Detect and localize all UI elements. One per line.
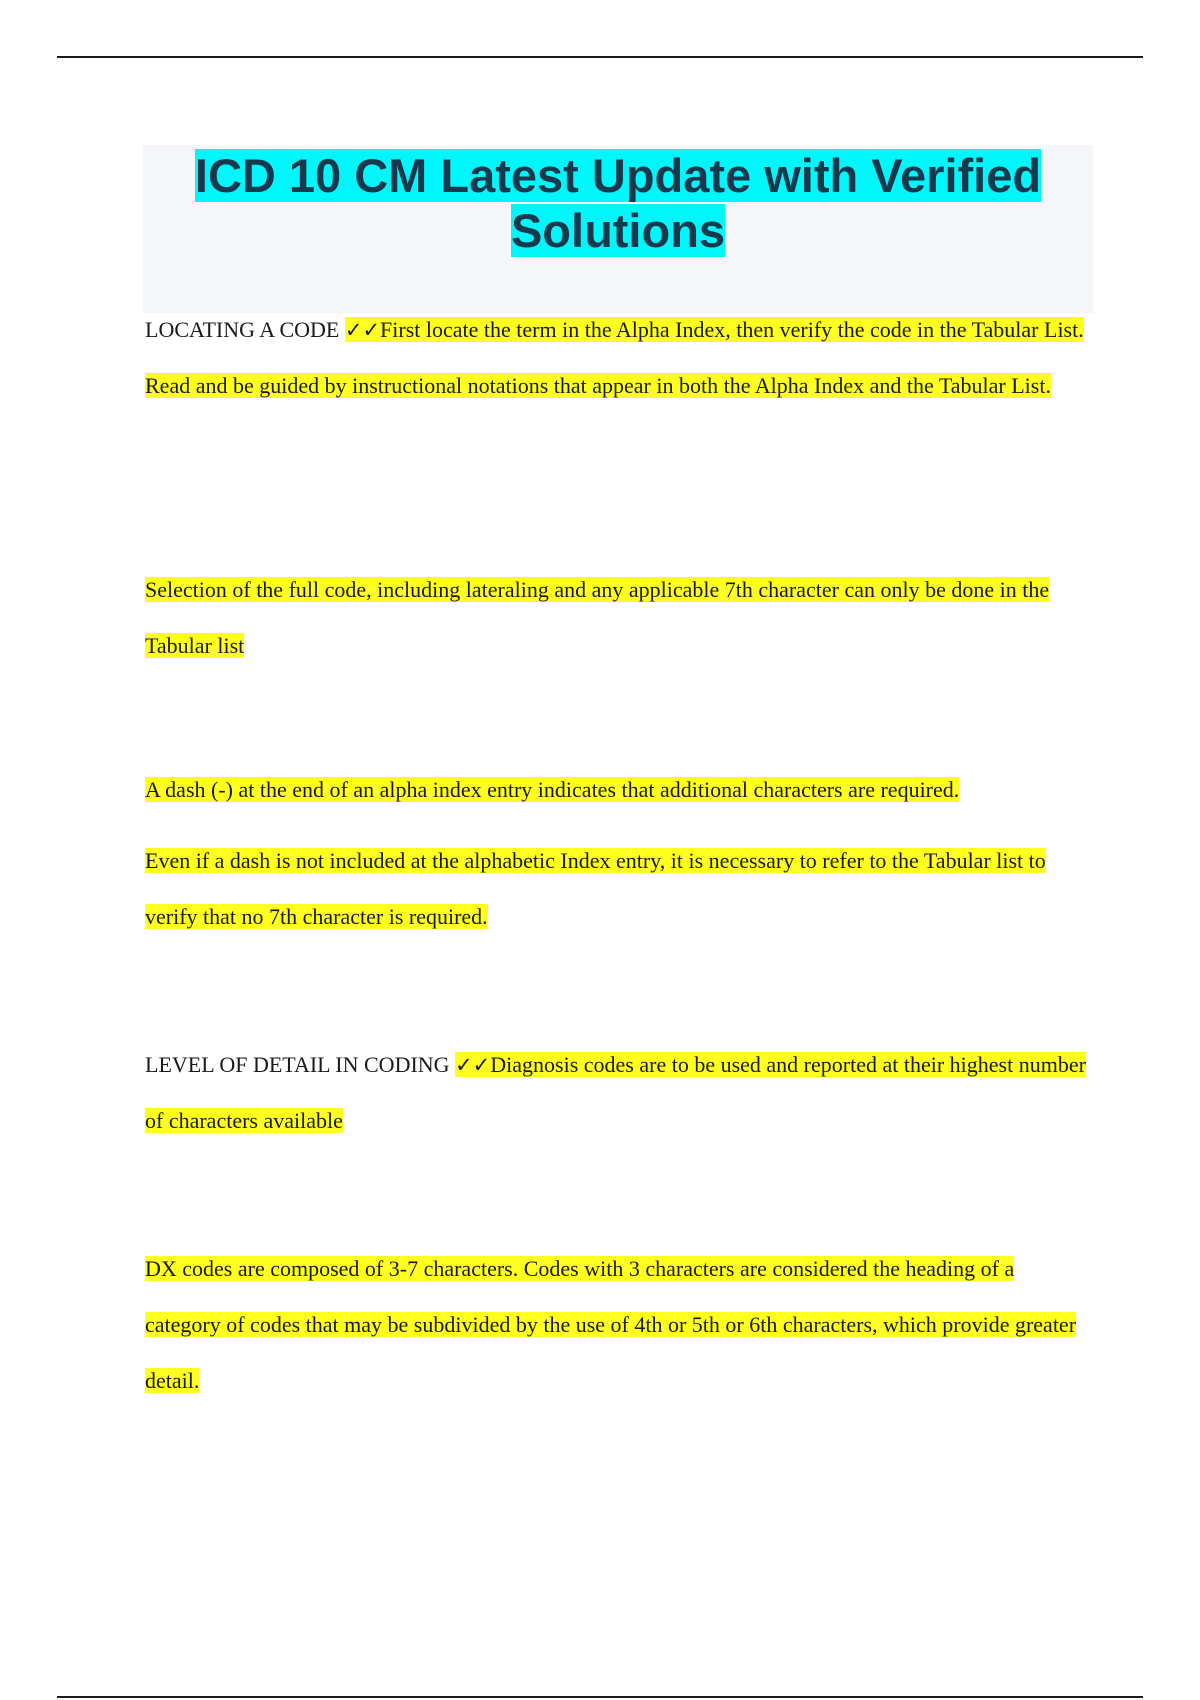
answer-text: Even if a dash is not included at the alphabetic Index entry, it is necessary to refer to the Tabular list to verify that no 7th character is required. (145, 848, 1046, 929)
title-banner (143, 145, 1093, 313)
paragraph-dx-codes (145, 1241, 1095, 1409)
paragraph-full-code-selection (145, 562, 1095, 674)
title-highlight: ICD 10 CM Latest Update with Verified Solutions (194, 149, 1042, 257)
term-label: LEVEL OF DETAIL IN CODING (145, 1052, 450, 1077)
bottom-rule (57, 1696, 1143, 1698)
answer-text: DX codes are composed of 3-7 characters. Codes with 3 characters are considered the heading of a category of codes that may be subdivided by the use of 4th or 5th or 6th characters, which provide greater detail. (145, 1256, 1077, 1393)
top-rule (57, 56, 1143, 58)
answer-text: A dash (-) at the end of an alpha index entry indicates that additional characters are required. (145, 777, 960, 802)
answer-text: First locate the term in the Alpha Index, then verify the code in the Tabular List. Read and be guided by instructional notations that appear in both the Alpha Index and the Tabular List. (145, 317, 1084, 398)
answer-text: Selection of the full code, including lateraling and any applicable 7th character can only be done in the Tabular list (145, 577, 1050, 658)
answer-text: Diagnosis codes are to be used and reported at their highest number of characters available (145, 1052, 1086, 1133)
term-label: LOCATING A CODE (145, 317, 340, 342)
paragraph-dash-not-included (145, 833, 1095, 945)
paragraph-locating-a-code (145, 302, 1095, 414)
paragraph-dash-note (145, 762, 1095, 818)
double-check-icon: ✓✓ (455, 1053, 491, 1077)
document-title (143, 145, 1093, 258)
double-check-icon: ✓✓ (344, 318, 381, 342)
paragraph-level-of-detail (145, 1037, 1095, 1149)
